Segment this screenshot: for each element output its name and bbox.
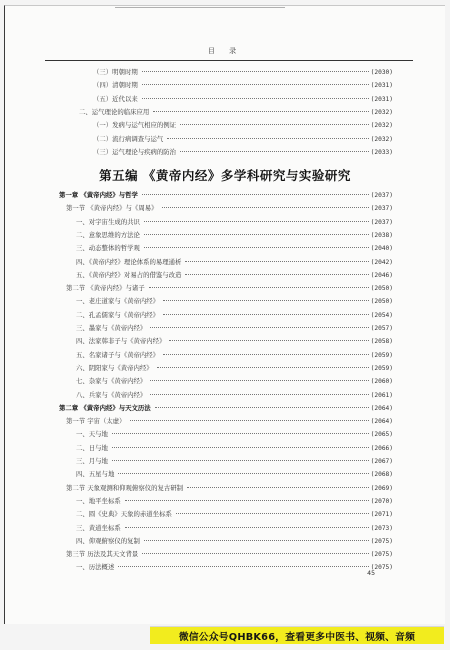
toc-entry-title: 一、天与地 — [76, 430, 108, 439]
toc-entry-page: (2070) — [370, 497, 393, 505]
dot-leader — [125, 527, 369, 528]
toc-entry — [66, 284, 393, 293]
running-header: 目 录 — [207, 47, 243, 55]
dot-leader — [142, 84, 369, 85]
toc-entry-title: 一、老庄道家与《黄帝内经》 — [76, 297, 160, 306]
toc-entry — [93, 95, 393, 104]
dot-leader — [149, 287, 369, 288]
toc-entry-page: (2071) — [370, 511, 393, 519]
toc-entry-title: 二、日与地 — [76, 443, 108, 452]
toc-entry — [59, 191, 393, 200]
dot-leader — [112, 447, 369, 448]
toc-entry-page: (2064) — [370, 404, 393, 412]
toc-entry-title: 三、墨家与《黄帝内经》 — [76, 324, 147, 332]
toc-entry-page: (2032) — [370, 122, 393, 130]
toc-entry-page: (2031) — [370, 82, 393, 90]
part-title: 第五编 《黄帝内经》多学科研究与实验研究 — [99, 168, 351, 183]
header-rule — [45, 60, 413, 61]
toc-entry-title: 五、名家诸子与《黄帝内经》 — [76, 350, 160, 359]
toc-entry-page: (2068) — [370, 471, 393, 479]
toc-entry — [76, 311, 393, 320]
dot-leader — [112, 460, 369, 461]
toc-entry — [76, 510, 393, 519]
dot-leader — [142, 553, 368, 554]
toc-entry-page: (2037) — [370, 218, 393, 226]
toc-entry-page: (2065) — [370, 431, 393, 439]
toc-entry-title: 第二节 天象观测和仰观俯察仪的复古研制 — [66, 483, 184, 492]
dot-leader — [180, 124, 369, 125]
dot-leader — [144, 221, 369, 222]
toc-entry-page: (2060) — [370, 378, 393, 386]
toc-entry — [93, 135, 393, 144]
toc-entry — [76, 337, 393, 346]
dot-leader — [118, 566, 368, 567]
toc-entry — [93, 148, 393, 157]
toc-entry — [76, 271, 393, 280]
toc-entry-page: (2073) — [370, 524, 393, 532]
toc-entry-page: (2064) — [370, 418, 393, 426]
toc-entry — [76, 563, 393, 572]
dot-leader — [162, 207, 369, 208]
toc-entry-title: 第一节 宇宙（太虚） — [66, 417, 126, 426]
dot-leader — [150, 380, 368, 381]
toc-entry-page: (2075) — [370, 564, 393, 572]
toc-entry-page: (2038) — [370, 231, 393, 239]
toc-entry — [66, 204, 393, 213]
toc-entry-page: (2069) — [370, 484, 393, 492]
toc-entry-title: 一、地平坐标系 — [76, 496, 121, 505]
toc-entry-page: (2033) — [370, 148, 393, 156]
toc-entry — [66, 550, 393, 559]
toc-entry-title: （四）清朝时期 — [93, 81, 138, 90]
toc-entry-title: 第三节 历法及其天文背景 — [66, 550, 139, 559]
toc-entry — [76, 377, 393, 386]
dot-leader — [144, 540, 369, 541]
toc-entry-title: 四、《黄帝内经》理论体系的易理通析 — [76, 257, 182, 266]
toc-entry — [76, 218, 393, 227]
toc-entry-page: (2031) — [370, 95, 393, 103]
toc-entry-page: (2075) — [370, 537, 393, 545]
toc-entry-page: (2040) — [370, 245, 393, 253]
toc-entry — [76, 364, 393, 373]
toc-entry-page: (2066) — [370, 444, 393, 452]
toc-entry-title: 五、《黄帝内经》对易占的借鉴与改造 — [76, 270, 182, 279]
toc-entry-title: 四、仰观俯察仪的复制 — [76, 536, 140, 545]
toc-entry — [76, 430, 393, 439]
toc-entry-title: （三）明朝时期 — [93, 68, 138, 76]
toc-entry — [93, 121, 393, 130]
dot-leader — [118, 473, 368, 474]
toc-entry-page: (2058) — [370, 338, 393, 346]
toc-entry-page: (2037) — [370, 192, 393, 199]
toc-entry-page: (2057) — [370, 325, 393, 332]
toc-entry-title: 四、五星与地 — [76, 470, 115, 479]
toc-entry-title: 二、运气理论的临床应用 — [79, 107, 150, 116]
dot-leader — [112, 433, 369, 434]
document-page — [4, 5, 445, 624]
dot-leader — [144, 234, 369, 235]
toc-entry-page: (2067) — [370, 458, 393, 465]
toc-entry-title: （三）运气理论与疾病的防治 — [93, 147, 177, 156]
dot-leader — [163, 314, 369, 315]
toc-entry-page: (2059) — [370, 351, 393, 359]
toc-entry — [76, 258, 393, 267]
toc-entry-title: 三、动态整体的哲学观 — [76, 244, 140, 253]
toc-entry-title: 第一节 《黄帝内经》与《周易》 — [66, 204, 158, 213]
dot-leader — [142, 71, 369, 72]
toc-entry — [93, 81, 393, 90]
toc-entry — [66, 484, 393, 493]
toc-entry-title: 第二章 《黄帝内经》与天文历法 — [59, 403, 151, 412]
toc-entry-title: （一）发病与运气相应的例证 — [93, 121, 177, 130]
dot-leader — [180, 151, 369, 152]
dot-leader — [157, 367, 369, 368]
toc-entry — [66, 417, 393, 426]
dot-leader — [155, 407, 369, 408]
toc-entry-page: (2032) — [370, 135, 393, 143]
toc-entry-page: (2059) — [370, 364, 393, 372]
toc-entry-page: (2037) — [370, 205, 393, 213]
toc-entry — [76, 497, 393, 506]
toc-entry-title: 四、法家韩非子与《黄帝内经》 — [76, 337, 166, 346]
toc-entry-page: (2075) — [370, 551, 393, 559]
dot-leader — [176, 513, 369, 514]
toc-entry — [79, 108, 393, 117]
toc-entry-title: 一、对宇宙生成的共识 — [76, 217, 140, 226]
toc-entry-title: 二、孔孟儒家与《黄帝内经》 — [76, 310, 160, 319]
toc-entry-title: 六、阴阳家与《黄帝内经》 — [76, 363, 153, 372]
dot-leader — [187, 487, 369, 488]
toc-entry-page: (2050) — [370, 285, 393, 293]
toc-entry — [76, 391, 393, 400]
toc-entry-title: 二、圆《史典》天象的赤道坐标系 — [76, 510, 172, 519]
toc-entry-page: (2054) — [370, 311, 393, 319]
dot-leader — [185, 261, 368, 262]
toc-entry-page: (2061) — [370, 391, 393, 399]
dot-leader — [150, 327, 368, 328]
dot-leader — [167, 138, 368, 139]
toc-entry — [76, 457, 393, 466]
toc-entry-title: 一、历法概述 — [76, 563, 115, 572]
dot-leader — [185, 274, 368, 275]
toc-entry — [76, 537, 393, 546]
toc-entry-page: (2032) — [370, 108, 393, 116]
dot-leader — [142, 194, 369, 195]
dot-leader — [150, 394, 368, 395]
dot-leader — [125, 500, 369, 501]
toc-entry — [76, 324, 393, 333]
dot-leader — [142, 98, 369, 99]
promo-banner: 微信公众号QHBK66，查看更多中医书、视频、音频 — [150, 627, 444, 644]
toc-entry — [76, 470, 393, 479]
toc-entry-title: 第一章 《黄帝内经》与哲学 — [59, 191, 138, 199]
toc-entry-title: 八、兵家与《黄帝内经》 — [76, 390, 147, 399]
dot-leader — [163, 300, 369, 301]
toc-entry — [59, 404, 393, 413]
toc-entry — [93, 68, 393, 77]
page-number: 45 — [367, 569, 375, 577]
dot-leader — [153, 111, 368, 112]
dot-leader — [144, 247, 369, 248]
toc-entry-page: (2046) — [370, 271, 393, 279]
toc-entry — [76, 297, 393, 306]
scan-hairline — [115, 7, 285, 8]
dot-leader — [169, 340, 368, 341]
toc-entry-title: 三、月与地 — [76, 457, 108, 465]
toc-entry-title: （二）流行病调查与运气 — [93, 134, 164, 143]
dot-leader — [130, 420, 369, 421]
toc-entry — [76, 444, 393, 453]
toc-entry-page: (2042) — [370, 258, 393, 266]
toc-entry — [76, 351, 393, 360]
toc-entry-title: 七、杂家与《黄帝内经》 — [76, 377, 147, 386]
toc-entry — [76, 524, 393, 533]
dot-leader — [163, 354, 369, 355]
toc-entry — [76, 231, 393, 240]
toc-entry-title: 二、意象思维的方法论 — [76, 230, 140, 239]
toc-entry — [76, 244, 393, 253]
toc-entry-title: （五）近代以来 — [93, 94, 138, 103]
toc-entry-page: (2030) — [370, 69, 393, 76]
toc-entry-title: 三、黄道坐标系 — [76, 523, 121, 532]
toc-entry-title: 第二节 《黄帝内经》与诸子 — [66, 284, 145, 293]
toc-entry-page: (2050) — [370, 298, 393, 306]
